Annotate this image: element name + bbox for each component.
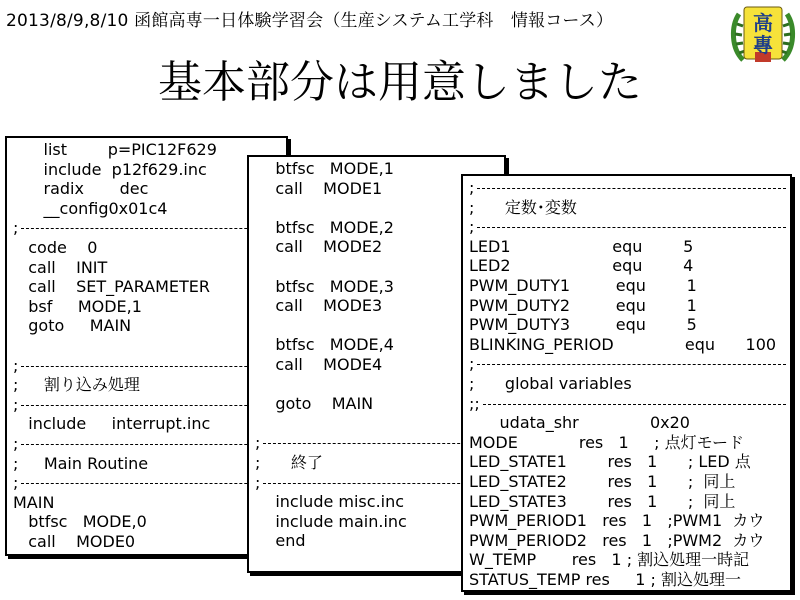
code-line: call SET_PARAMETER — [13, 277, 211, 297]
code-line: STATUS_TEMP res 1 ; 割込処理一 — [469, 570, 742, 589]
logo-text-top: 高 — [753, 11, 773, 35]
code-line: call MODE4 — [255, 355, 383, 374]
comment-marker: ; — [255, 433, 261, 453]
separator-line — [469, 354, 790, 374]
separator-line — [13, 434, 286, 454]
separator-line — [13, 395, 286, 415]
code-line: call MODE0 — [13, 532, 136, 551]
code-line: goto MAIN — [13, 316, 132, 336]
code-line: btfsc MODE,1 — [255, 159, 394, 178]
code-line: ; Main Routine — [13, 453, 149, 473]
comment-marker: ;; — [469, 393, 480, 413]
code-line: btfsc MODE,4 — [255, 335, 394, 355]
code-line: goto MAIN — [255, 394, 374, 414]
logo-text-bottom: 專 — [753, 33, 773, 57]
code-line: ; 定数･変数 — [469, 197, 577, 217]
code-line: include main.inc — [255, 511, 407, 531]
comment-marker: ; — [13, 355, 19, 375]
code-line: MODE res 1 ; 点灯モード — [469, 432, 744, 452]
code-line: call INIT — [13, 257, 108, 277]
separator-line — [13, 218, 286, 238]
code-line: LED1 equ 5 — [469, 236, 694, 256]
code-line: code 0 — [13, 238, 98, 257]
code-line: W_TEMP res 1 ; 割込処理一時記 — [469, 550, 750, 570]
code-line: radix dec — [13, 179, 149, 199]
comment-marker: ; — [469, 178, 475, 197]
comment-marker: ; — [469, 217, 475, 237]
code-line: LED_STATE2 res 1 ; 同上 — [469, 472, 736, 491]
code-line: ; 割り込み処理 — [13, 375, 140, 395]
code-line: PWM_PERIOD1 res 1 ;PWM1 カウ — [469, 511, 765, 531]
code-line: BLINKING_PERIOD equ 100 — [469, 334, 777, 354]
code-line: include p12f629.inc — [13, 159, 207, 179]
code-line: include misc.inc — [255, 492, 405, 512]
comment-marker: ; — [469, 354, 475, 374]
code-line: end — [255, 531, 306, 551]
code-line: PWM_DUTY2 equ 1 — [469, 295, 697, 315]
code-line: btfsc MODE,3 — [255, 276, 394, 296]
code-line: PWM_DUTY3 equ 5 — [469, 315, 697, 335]
code-line: ; 終了 — [255, 453, 323, 472]
code-line: include interrupt.inc — [13, 414, 211, 434]
code-line: LED_STATE3 res 1 ; 同上 — [469, 491, 736, 511]
code-line: LED_STATE1 res 1 ; LED 点 — [469, 452, 751, 472]
comment-marker: ; — [255, 472, 261, 492]
code-line: btfsc MODE,2 — [255, 217, 394, 237]
separator-line — [469, 394, 790, 414]
code-line: btfsc MODE,0 — [13, 512, 147, 532]
page-title: 基本部分は用意しました — [158, 57, 642, 108]
code-line: PWM_PERIOD2 res 1 ;PWM2 カウ — [469, 530, 765, 550]
code-line: __config0x01c4 — [13, 198, 168, 218]
separator-line — [469, 217, 790, 237]
code-line: udata_shr 0x20 — [469, 413, 690, 433]
code-line: ; global variables — [469, 374, 632, 393]
comment-marker: ; — [13, 473, 19, 493]
code-panel-setup — [5, 136, 288, 556]
code-line: call MODE1 — [255, 178, 383, 198]
comment-marker: ; — [13, 434, 19, 453]
code-line: PWM_DUTY1 equ 1 — [469, 276, 697, 295]
code-line: call MODE2 — [255, 237, 383, 257]
separator-line — [469, 178, 790, 198]
separator-line — [13, 356, 286, 376]
header-text: 2013/8/9,8/10 函館高専一日体験学習会（生産システム工学科 情報コース） — [6, 11, 614, 31]
code-line: LED2 equ 4 — [469, 256, 694, 276]
code-line: bsf MODE,1 — [13, 296, 142, 316]
code-line: call MODE3 — [255, 296, 383, 316]
code-line: MAIN — [13, 492, 55, 512]
code-panel-variables — [461, 174, 792, 592]
separator-line — [13, 473, 286, 493]
code-line: list p=PIC12F629 — [13, 140, 217, 159]
comment-marker: ; — [13, 394, 19, 414]
comment-marker: ; — [13, 218, 19, 238]
